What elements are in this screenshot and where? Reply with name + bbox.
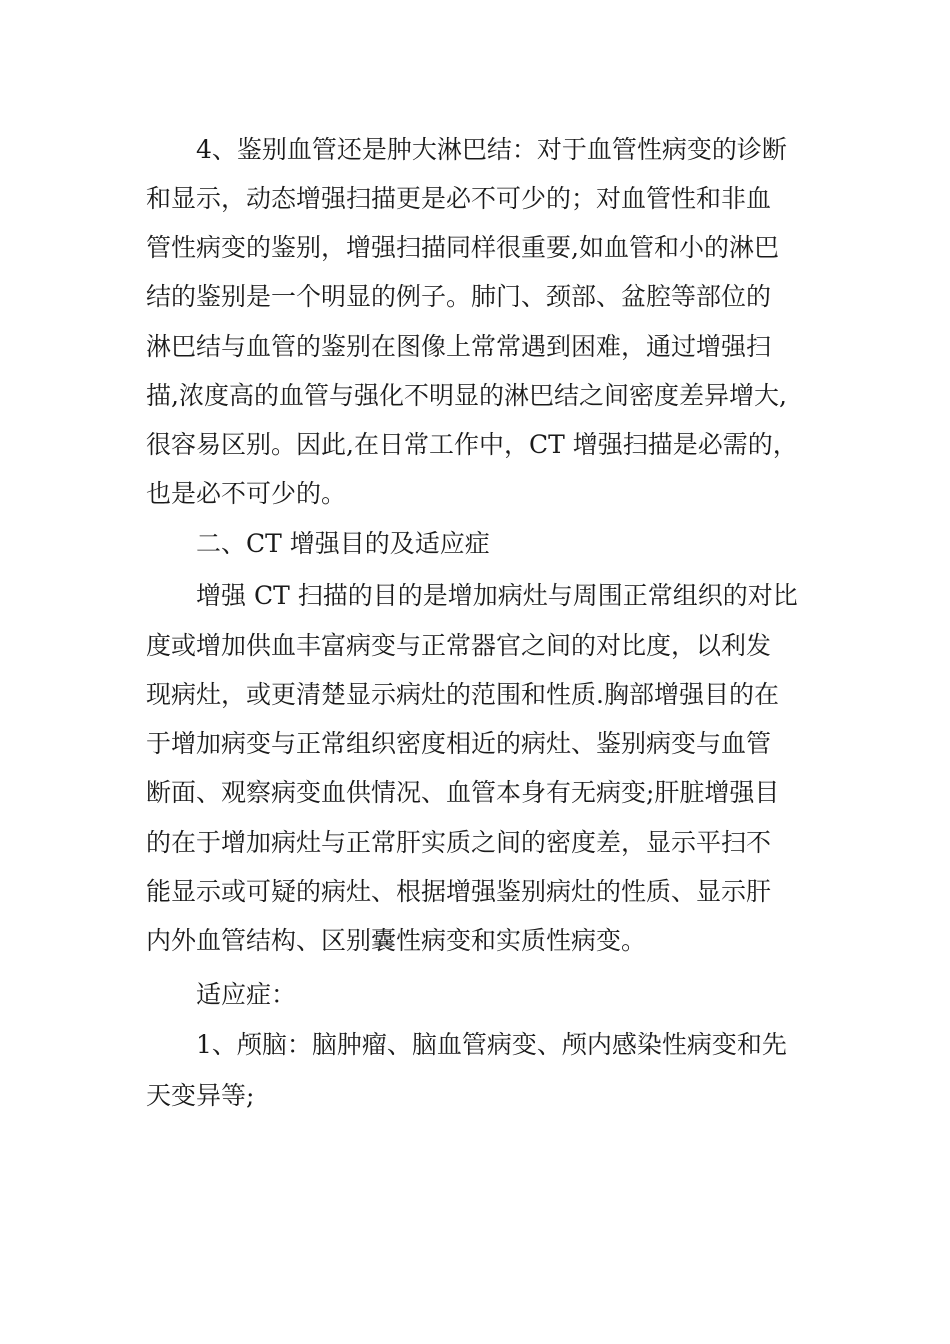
text-line: 断面、观察病变血供情况、血管本身有无病变;肝脏增强目 [146, 778, 780, 807]
text-line: 增强 CT 扫描的目的是增加病灶与周围正常组织的对比 [196, 581, 798, 610]
text-line: 的在于增加病灶与正常肝实质之间的密度差，显示平扫不 [146, 828, 772, 857]
subsection-heading: 适应症： [196, 980, 297, 1009]
text-line: 也是必不可少的。 [146, 479, 347, 508]
text-line: 描,浓度高的血管与强化不明显的淋巴结之间密度差异增大, [146, 381, 787, 410]
text-line: 淋巴结与血管的鉴别在图像上常常遇到困难，通过增强扫 [146, 332, 772, 361]
text-line: 4、鉴别血管还是肿大淋巴结：对于血管性病变的诊断 [196, 135, 787, 164]
text-line: 内外血管结构、区别囊性病变和实质性病变。 [146, 926, 647, 955]
section-heading: 二、CT 增强目的及适应症 [196, 529, 490, 558]
text-line: 现病灶，或更清楚显示病灶的范围和性质.胸部增强目的在 [146, 680, 779, 709]
text-line: 结的鉴别是一个明显的例子。肺门、颈部、盆腔等部位的 [146, 282, 772, 311]
text-line: 于增加病变与正常组织密度相近的病灶、鉴别病变与血管 [146, 729, 772, 758]
text-line: 和显示，动态增强扫描更是必不可少的；对血管性和非血 [146, 184, 772, 213]
text-line: 1、颅脑：脑肿瘤、脑血管病变、颅内感染性病变和先 [196, 1030, 787, 1059]
text-line: 管性病变的鉴别，增强扫描同样很重要,如血管和小的淋巴 [146, 233, 779, 262]
text-line: 很容易区别。因此,在日常工作中，CT 增强扫描是必需的， [146, 430, 798, 459]
text-line: 度或增加供血丰富病变与正常器官之间的对比度，以利发 [146, 631, 772, 660]
text-line: 天变异等; [146, 1081, 255, 1110]
text-line: 能显示或可疑的病灶、根据增强鉴别病灶的性质、显示肝 [146, 877, 772, 906]
